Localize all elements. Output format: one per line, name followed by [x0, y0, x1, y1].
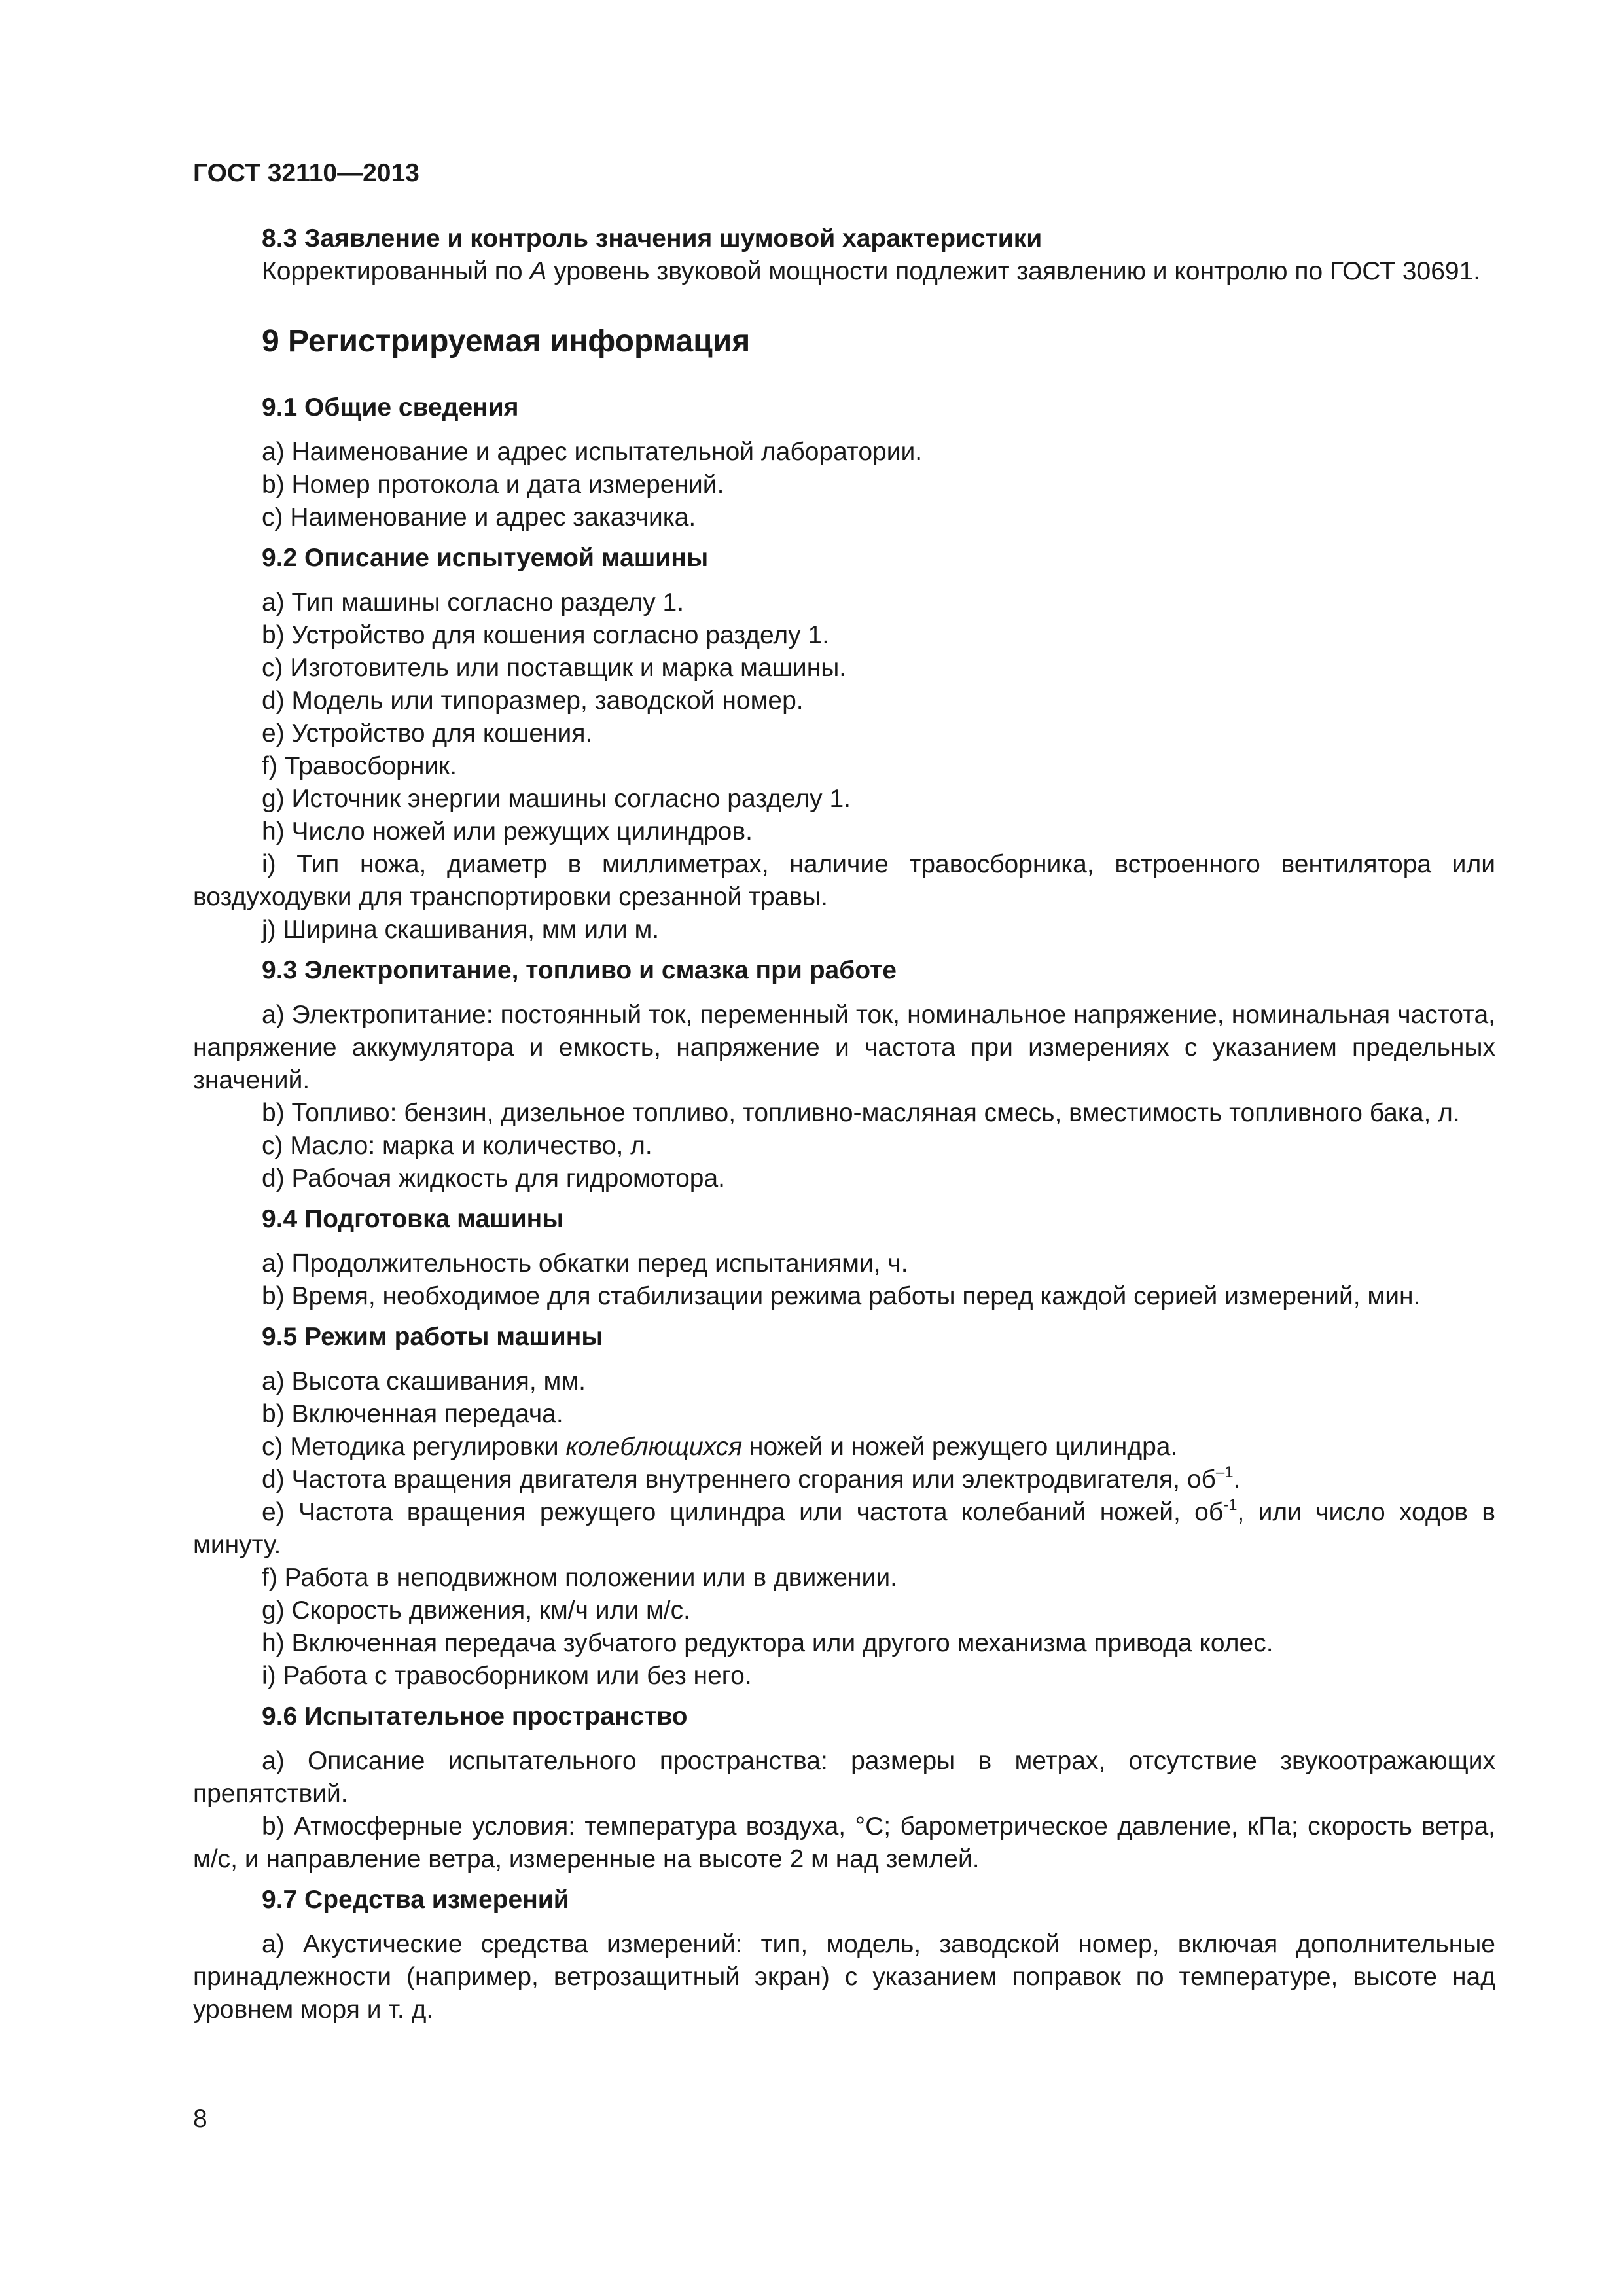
item-e-sup: -1 [1223, 1496, 1238, 1514]
list-item: h) Число ножей или режущих цилиндров. [262, 817, 753, 846]
list-item: b) Атмосферные условия: температура воздуха, °С; барометрическое давление, кПа; скорость ветра, м/с, и направление ветра, измеренные на высоте 2 м над землей. [193, 1812, 1495, 1873]
item-c-after: ножей и ножей режущего цилиндра. [742, 1433, 1178, 1461]
list-item: a) Продолжительность обкатки перед испытаниями, ч. [262, 1249, 908, 1278]
page-number: 8 [193, 2105, 207, 2133]
list-item: c) Масло: марка и количество, л. [262, 1132, 652, 1160]
list-item: a) Тип машины согласно разделу 1. [262, 588, 685, 617]
list-item: g) Источник энергии машины согласно разделу 1. [262, 785, 851, 813]
item-c-italic: колеблющихся [565, 1433, 743, 1461]
section-8-3-text-before: Корректированный по [262, 257, 530, 285]
list-item: f) Работа в неподвижном положении или в движении. [262, 1564, 897, 1592]
item-d-after: . [1233, 1465, 1241, 1494]
list-item: a) Электропитание: постоянный ток, переменный ток, номинальное напряжение, номинальная частота, напряжение аккумулятора и емкость, напряжение и частота при измерениях с указанием предельных значений. [193, 1001, 1495, 1094]
list-item: a) Высота скашивания, мм. [262, 1367, 586, 1395]
section-9-1-heading: 9.1 Общие сведения [262, 393, 519, 422]
list-item: a) Описание испытательного пространства: размеры в метрах, отсутствие звукоотражающих препятствий. [193, 1747, 1495, 1808]
section-9-3-heading: 9.3 Электропитание, топливо и смазка при работе [262, 956, 897, 984]
list-item: b) Включенная передача. [262, 1400, 563, 1428]
document-code: ГОСТ 32110—2013 [193, 159, 419, 187]
list-item: h) Включенная передача зубчатого редуктора или другого механизма привода колес. [262, 1629, 1274, 1657]
list-item: a) Акустические средства измерений: тип, модель, заводской номер, включая дополнительные принадлежности (например, ветрозащитный экран) с указанием поправок по температуре, высоте над уровнем моря и т. д. [193, 1930, 1495, 2024]
section-8-3-heading: 8.3 Заявление и контроль значения шумовой характеристики [262, 224, 1043, 253]
list-item: i) Тип ножа, диаметр в миллиметрах, наличие травосборника, встроенного вентилятора или воздуходувки для транспортировки срезанной травы. [193, 850, 1495, 911]
list-item: a) Наименование и адрес испытательной лаборатории. [262, 438, 923, 466]
list-item: j) Ширина скашивания, мм или м. [262, 916, 660, 944]
list-item: b) Время, необходимое для стабилизации режима работы перед каждой серией измерений, мин. [262, 1282, 1421, 1310]
list-item: e) Устройство для кошения. [262, 719, 593, 747]
list-item [193, 1431, 1495, 1463]
list-item: d) Модель или типоразмер, заводской номер. [262, 687, 804, 715]
section-9-7-heading: 9.7 Средства измерений [262, 1886, 569, 1914]
section-9-4-heading: 9.4 Подготовка машины [262, 1205, 564, 1233]
list-item: f) Травосборник. [262, 752, 457, 780]
list-item: c) Изготовитель или поставщик и марка машины. [262, 654, 847, 682]
list-item: d) Рабочая жидкость для гидромотора. [262, 1164, 725, 1193]
list-item: b) Устройство для кошения согласно разделу 1. [262, 621, 830, 649]
list-item [193, 1496, 1495, 1562]
list-item: b) Номер протокола и дата измерений. [262, 471, 724, 499]
list-item: i) Работа с травосборником или без него. [262, 1662, 752, 1690]
list-item: g) Скорость движения, км/ч или м/с. [262, 1596, 690, 1624]
section-9-2-heading: 9.2 Описание испытуемой машины [262, 544, 709, 572]
section-9-heading: 9 Регистрируемая информация [262, 324, 751, 359]
section-9-5-heading: 9.5 Режим работы машины [262, 1323, 603, 1351]
section-8-3-text-after: уровень звуковой мощности подлежит заявлению и контролю по ГОСТ 30691. [546, 257, 1481, 285]
section-9-6-heading: 9.6 Испытательное пространство [262, 1702, 688, 1731]
item-e-after: , или число ходов в минуту. [193, 1498, 1495, 1559]
list-item [193, 1463, 1495, 1496]
document-page [193, 157, 1495, 2026]
list-item: c) Наименование и адрес заказчика. [262, 503, 696, 531]
item-d-sup: –1 [1215, 1463, 1234, 1481]
section-8-3-text [193, 255, 1495, 288]
item-c-before: c) Методика регулировки [262, 1433, 566, 1461]
item-e-before: e) Частота вращения режущего цилиндра или частота колебаний ножей, об [262, 1498, 1224, 1526]
list-item: b) Топливо: бензин, дизельное топливо, топливно-масляная смесь, вместимость топливного бака, л. [262, 1099, 1460, 1127]
section-8-3-text-italic: А [529, 257, 547, 285]
item-d-before: d) Частота вращения двигателя внутреннего сгорания или электродвигателя, об [262, 1465, 1216, 1494]
